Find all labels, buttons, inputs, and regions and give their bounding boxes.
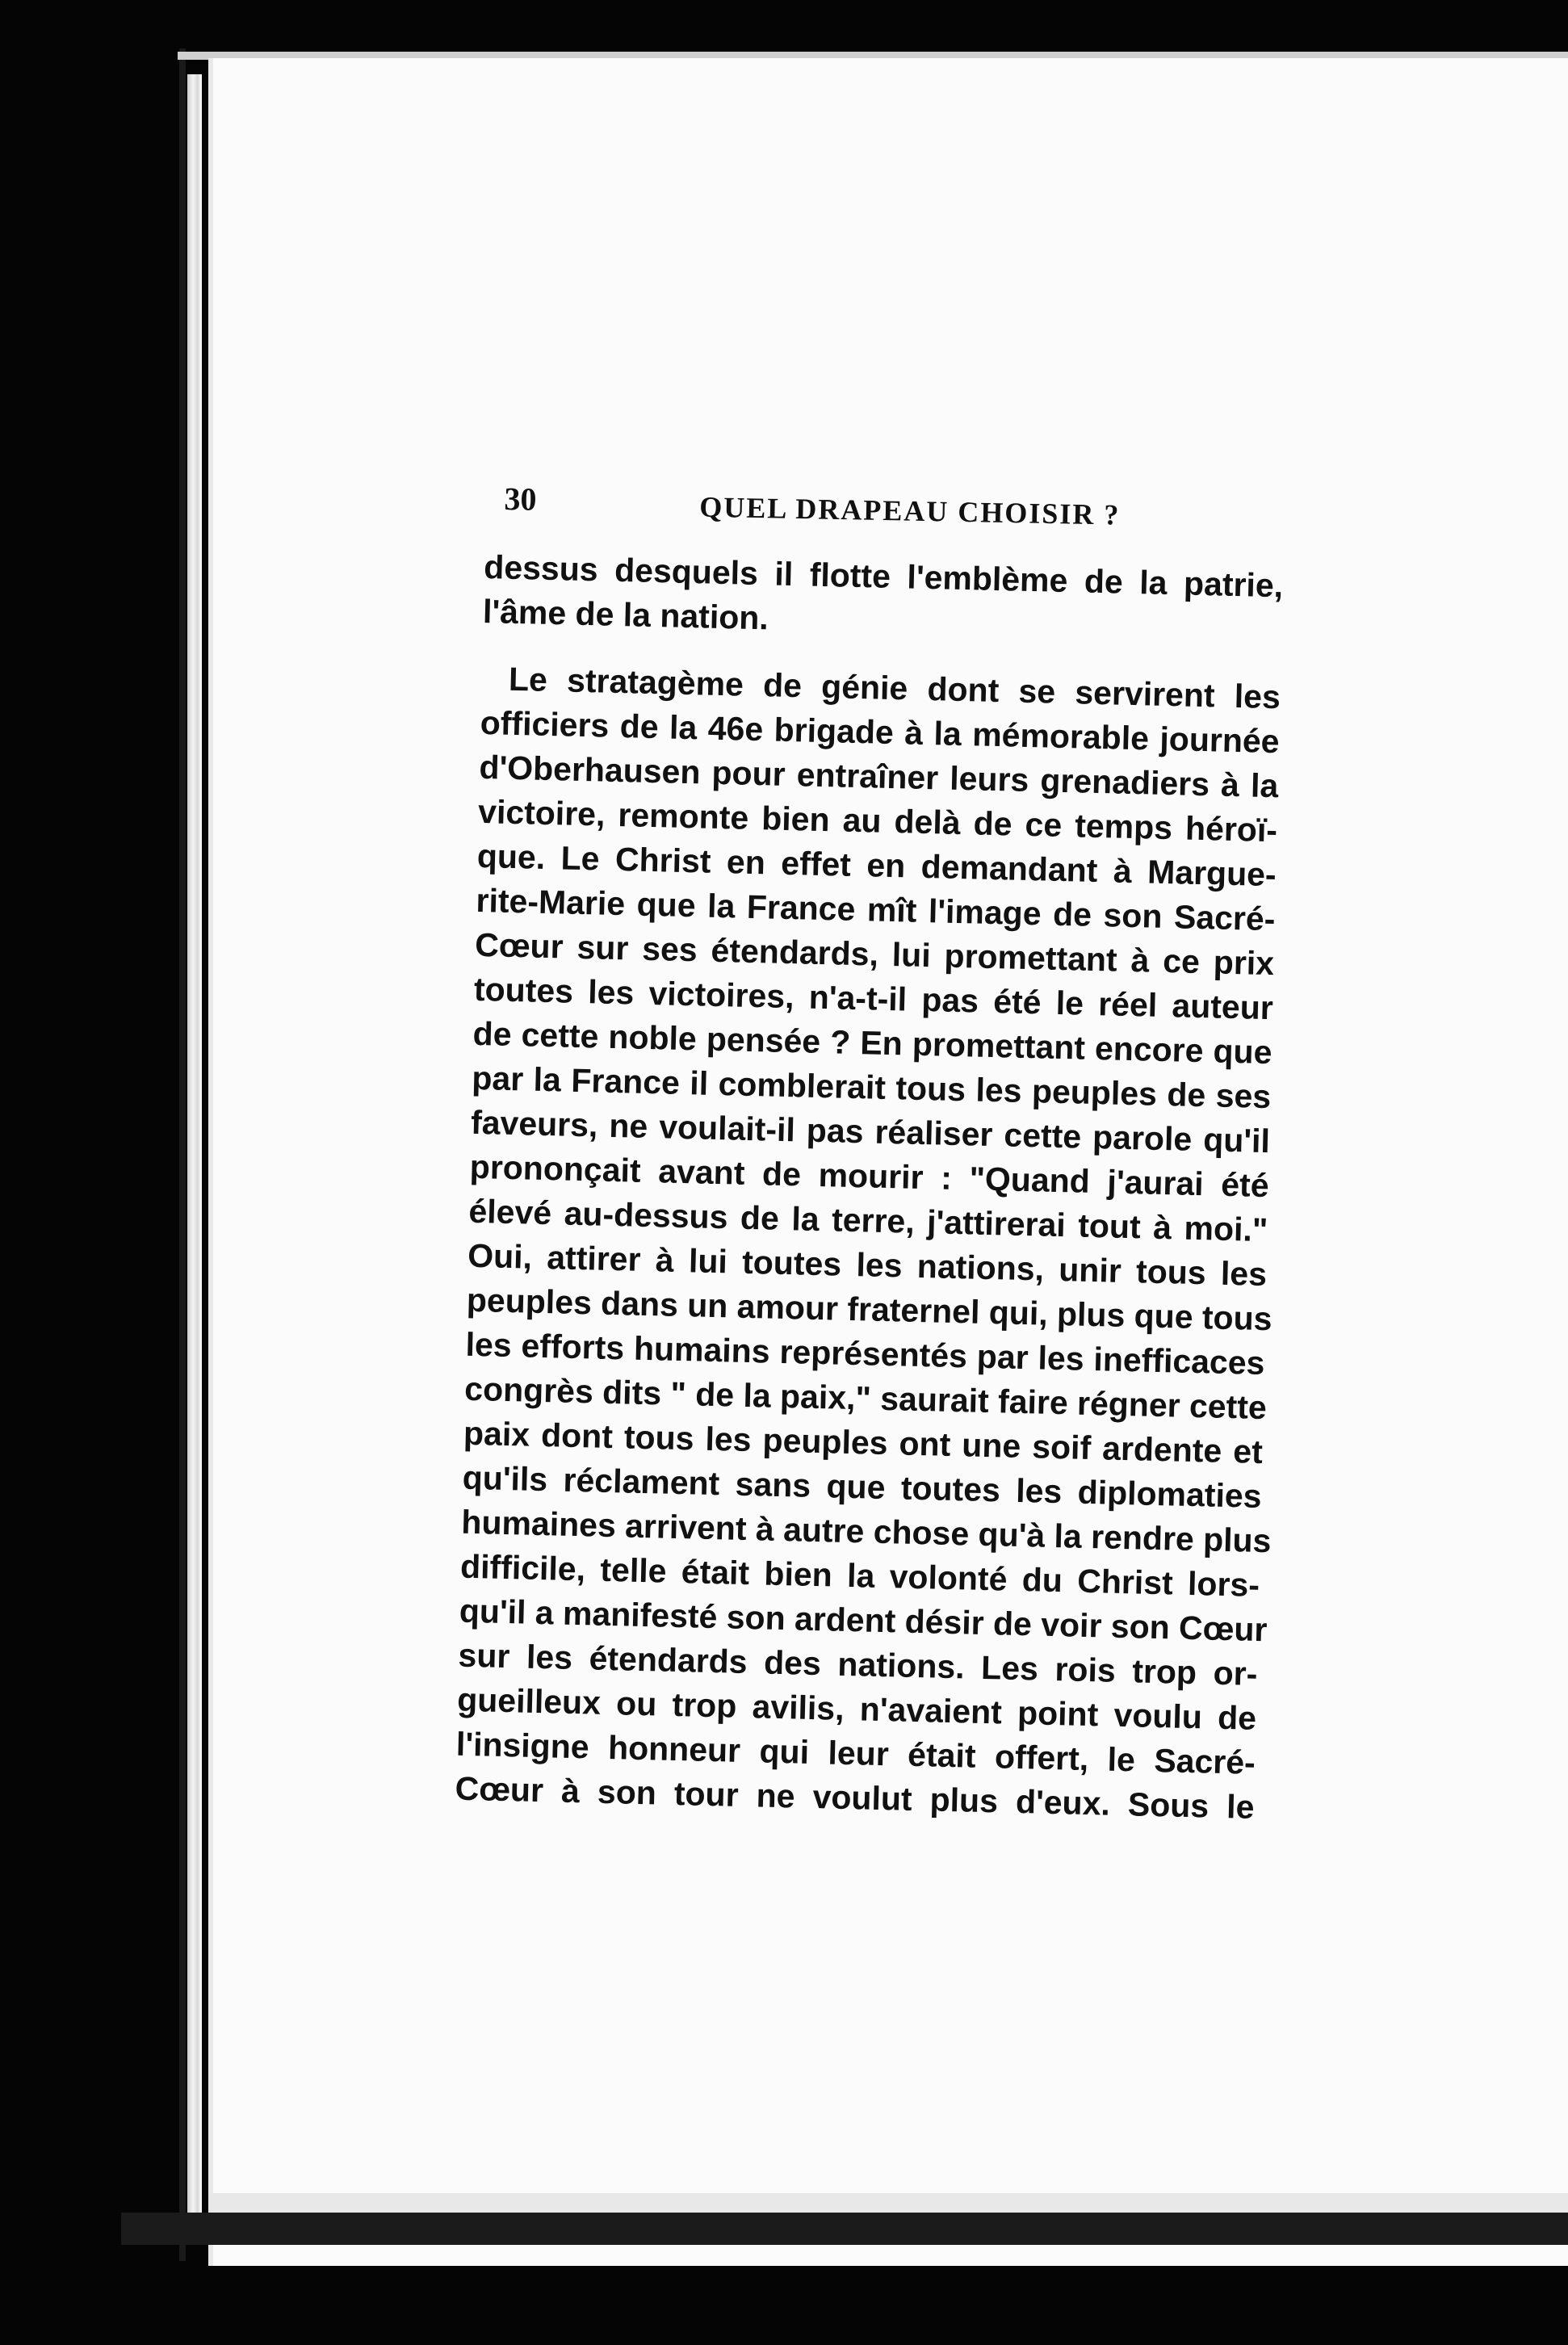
text-line: peuples dans un amour fraternel qui, plus que tous [466,1281,1273,1338]
text-line: Cœur sur ses étendards, lui promettant à ce prix [474,925,1275,983]
text-line: sur les étendards des nations. Les rois trop or- [458,1636,1258,1693]
text-line: difficile, telle était bien la volonté du Christ lors- [459,1547,1260,1604]
text-line: rite-Marie que la France mît l'image de son Sacré- [476,881,1276,938]
text-line: de cette noble pensée ? En promettant encore que [472,1014,1273,1072]
running-title: QUEL DRAPEAU CHOISIR ? [699,490,1121,531]
text-line: d'Oberhausen pour entraîner leurs grenadiers à la [478,748,1279,805]
text-line: que. Le Christ en effet en demandant à Margue- [476,837,1277,894]
text-line: qu'ils réclament sans que toutes les diplomaties [462,1458,1263,1515]
text-line: paix dont tous les peuples ont une soif ardente et [463,1414,1264,1471]
text-line: toutes les victoires, n'a-t-il pas été le réel auteur [473,970,1274,1027]
page-number: 30 [504,480,537,518]
text-line: par la France il comblerait tous les peuples de ses [471,1059,1272,1116]
text-line: congrès dits " de la paix," saurait faire régner cette [463,1370,1268,1427]
text-line: victoire, remonte bien au delà de ce temps héroï- [477,792,1278,849]
text-line: prononçait avant de mourir : "Quand j'aurai été [469,1147,1270,1205]
text-line: officiers de la 46e brigade à la mémorable journée [480,703,1281,761]
text-line: Cœur à son tour ne voulut plus d'eux. Sous le [455,1769,1255,1826]
text-line: l'insigne honneur qui leur était offert, le Sacré- [455,1725,1256,1781]
scan-bottom-border [121,2213,1568,2245]
body-text [455,545,1284,1830]
text-line: dessus desquels il flotte l'emblème de la patrie, [483,547,1284,605]
text-line: gueilleux ou trop avilis, n'avaient point voulu de [456,1680,1257,1737]
text-line: faveurs, ne voulait-il pas réaliser cette parole qu'il [470,1103,1271,1160]
text-line: Le stratagème de génie dont se servirent les [508,660,1281,716]
page-edge [187,74,202,2240]
text-line: les efforts humains représentés par les inefficaces [465,1325,1265,1382]
text-line: élevé au-dessus de la terre, j'attirerai tout à moi." [468,1192,1268,1249]
text-line: Oui, attirer à lui toutes les nations, unir tous les [467,1236,1268,1294]
text-line: humaines arrivent à autre chose qu'à la rendre plus [460,1503,1272,1560]
binding-shadow [179,48,186,2261]
text-line: l'âme de la nation. [482,592,769,637]
text-line: qu'il a manifesté son ardent désir de voir son Cœur [459,1592,1268,1649]
